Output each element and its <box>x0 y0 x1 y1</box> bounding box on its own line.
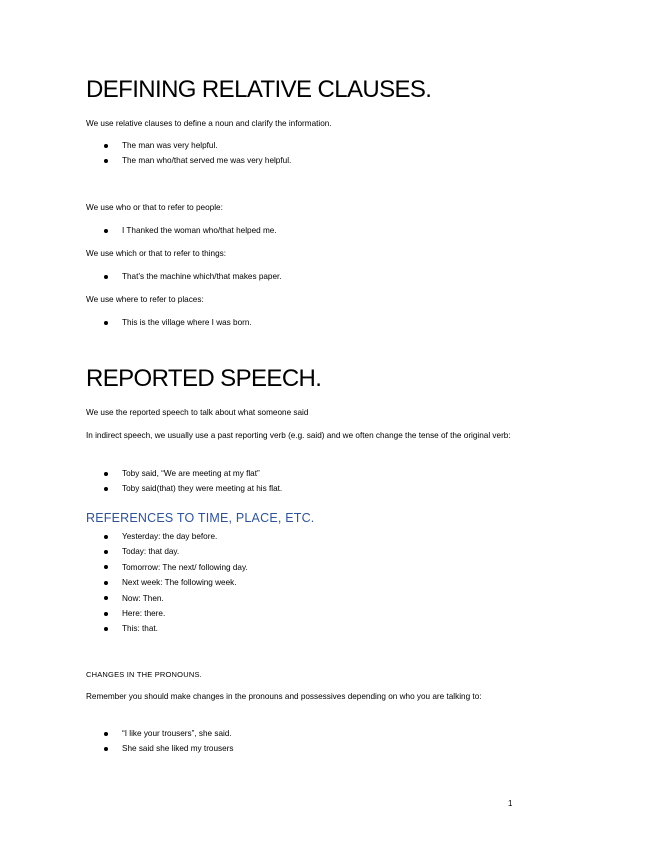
bullet-icon <box>104 472 108 476</box>
places-text: We use where to refer to places: <box>86 295 204 304</box>
bullet-icon <box>104 487 108 491</box>
people-examples <box>86 223 277 238</box>
list-item: The man who/that served me was very helpful. <box>86 153 291 168</box>
list-item: “I like your trousers”, she said. <box>86 726 234 741</box>
people-text: We use who or that to refer to people: <box>86 203 223 212</box>
list-item: Now: Then. <box>86 591 248 606</box>
list-item: Tomorrow: The next/ following day. <box>86 560 248 575</box>
pronouns-heading: CHANGES IN THE PRONOUNS. <box>86 670 202 679</box>
list-item: The man was very helpful. <box>86 138 291 153</box>
relative-clauses-examples <box>86 138 291 169</box>
bullet-icon <box>104 321 108 325</box>
list-item: This is the village where I was born. <box>86 315 252 330</box>
bullet-icon <box>104 565 108 569</box>
references-list <box>86 529 248 637</box>
bullet-icon <box>104 581 108 585</box>
bullet-icon <box>104 596 108 600</box>
bullet-icon <box>104 732 108 736</box>
relative-clauses-intro: We use relative clauses to define a noun and clarify the information. <box>86 119 332 128</box>
bullet-icon <box>104 627 108 631</box>
indirect-speech-text: In indirect speech, we usually use a past reporting verb (e.g. said) and we often change the tense of the original verb: <box>86 431 511 440</box>
list-item: This: that. <box>86 621 248 636</box>
bullet-icon <box>104 535 108 539</box>
list-item: Today: that day. <box>86 544 248 559</box>
places-examples <box>86 315 252 330</box>
list-item: Yesterday: the day before. <box>86 529 248 544</box>
list-item: She said she liked my trousers <box>86 741 234 756</box>
section-title-relative-clauses: DEFINING RELATIVE CLAUSES. <box>86 76 432 103</box>
bullet-icon <box>104 275 108 279</box>
reported-speech-examples <box>86 466 282 497</box>
list-item: Toby said(that) they were meeting at his flat. <box>86 481 282 496</box>
bullet-icon <box>104 612 108 616</box>
things-text: We use which or that to refer to things: <box>86 249 227 258</box>
references-heading: REFERENCES TO TIME, PLACE, ETC. <box>86 511 315 525</box>
section-title-reported-speech: REPORTED SPEECH. <box>86 365 322 392</box>
reported-speech-intro: We use the reported speech to talk about what someone said <box>86 408 309 417</box>
list-item: Next week: The following week. <box>86 575 248 590</box>
bullet-icon <box>104 747 108 751</box>
list-item: That’s the machine which/that makes paper. <box>86 269 282 284</box>
pronoun-examples <box>86 726 234 757</box>
bullet-icon <box>104 550 108 554</box>
pronouns-text: Remember you should make changes in the pronouns and possessives depending on who you are talking to: <box>86 692 482 701</box>
bullet-icon <box>104 159 108 163</box>
bullet-icon <box>104 144 108 148</box>
list-item: Here: there. <box>86 606 248 621</box>
bullet-icon <box>104 229 108 233</box>
things-examples <box>86 269 282 284</box>
list-item: I Thanked the woman who/that helped me. <box>86 223 277 238</box>
page-number: 1 <box>508 799 513 808</box>
list-item: Toby said, “We are meeting at my flat” <box>86 466 282 481</box>
